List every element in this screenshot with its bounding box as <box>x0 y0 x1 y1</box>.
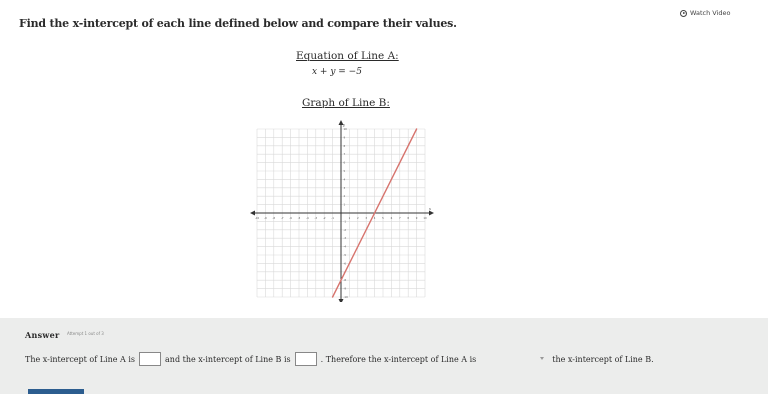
y-tick-label: 3 <box>343 186 346 190</box>
x-tick-label: 5 <box>382 217 384 220</box>
answer-text-4: the x-intercept of Line B. <box>552 354 654 364</box>
y-tick-label: 10 <box>343 128 347 131</box>
y-tick-label: 9 <box>343 136 346 140</box>
y-tick-label: -9 <box>343 287 347 291</box>
y-tick-label: 1 <box>343 203 346 207</box>
x-tick-label: 2 <box>356 217 359 220</box>
x-tick-label: 6 <box>390 217 393 220</box>
y-tick-label: 6 <box>343 161 346 165</box>
x-tick-label: -5 <box>297 217 301 220</box>
x-tick-label: -3 <box>314 217 318 220</box>
y-tick-label: 4 <box>343 178 346 182</box>
y-axis-label: y <box>343 123 345 127</box>
y-tick-label: 8 <box>343 144 346 148</box>
y-tick-label: 7 <box>343 153 346 157</box>
x-tick-label: 7 <box>398 217 401 220</box>
x-tick-label: -2 <box>322 217 326 220</box>
y-tick-label: -5 <box>343 254 347 257</box>
y-tick-label: -2 <box>343 228 347 232</box>
answer-label: Answer <box>25 330 60 340</box>
equation-label: Equation of Line A: <box>296 50 399 62</box>
attempt-counter: Attempt 1 out of 3 <box>67 331 104 336</box>
submit-button[interactable] <box>28 389 84 394</box>
y-tick-label: -6 <box>343 262 347 266</box>
line-b-graph <box>250 112 440 302</box>
x-axis-arrow <box>429 211 434 216</box>
question-prompt: Find the x-intercept of each line defined below and compare their values. <box>19 17 457 30</box>
answer-text-3: . Therefore the x-intercept of Line A is <box>320 354 477 364</box>
y-tick-label: 5 <box>343 170 346 173</box>
x-tick-label: -4 <box>306 217 309 220</box>
x-tick-label: -7 <box>280 217 284 220</box>
line-b-intercept-input[interactable] <box>295 352 317 366</box>
answer-text-2: and the x-intercept of Line B is <box>165 354 291 364</box>
x-tick-label: 8 <box>407 217 410 220</box>
y-tick-label: -10 <box>343 296 348 299</box>
x-tick-label: 4 <box>373 217 376 220</box>
line-a-intercept-input[interactable] <box>139 352 161 366</box>
x-tick-label: 1 <box>348 217 351 220</box>
comparison-dropdown[interactable] <box>482 353 546 365</box>
x-tick-label: 3 <box>365 217 368 220</box>
chevron-down-icon <box>540 357 544 360</box>
watch-video-label: Watch Video <box>690 9 731 17</box>
y-tick-label: -4 <box>343 245 347 249</box>
watch-video-button[interactable] <box>680 9 731 17</box>
x-axis-arrow <box>250 211 255 216</box>
answer-sentence <box>25 352 654 366</box>
answer-text-1: The x-intercept of Line A is <box>25 354 136 364</box>
equation-line-a: x + y = −5 <box>312 67 362 77</box>
y-tick-label: -8 <box>343 279 347 283</box>
y-tick-label: -3 <box>343 237 347 241</box>
x-tick-label: 9 <box>415 217 418 220</box>
x-tick-label: -1 <box>331 217 334 220</box>
x-axis-label: x <box>429 207 431 211</box>
graph-label: Graph of Line B: <box>302 97 390 109</box>
x-tick-label: 10 <box>423 217 427 220</box>
y-tick-label: 2 <box>343 195 346 199</box>
y-tick-label: -1 <box>343 220 347 224</box>
x-tick-label: -10 <box>254 217 260 220</box>
x-tick-label: -9 <box>264 217 267 220</box>
y-axis-arrow <box>339 299 344 302</box>
play-circle-icon <box>680 10 687 17</box>
x-tick-label: -8 <box>272 217 276 220</box>
x-tick-label: -6 <box>289 217 292 220</box>
